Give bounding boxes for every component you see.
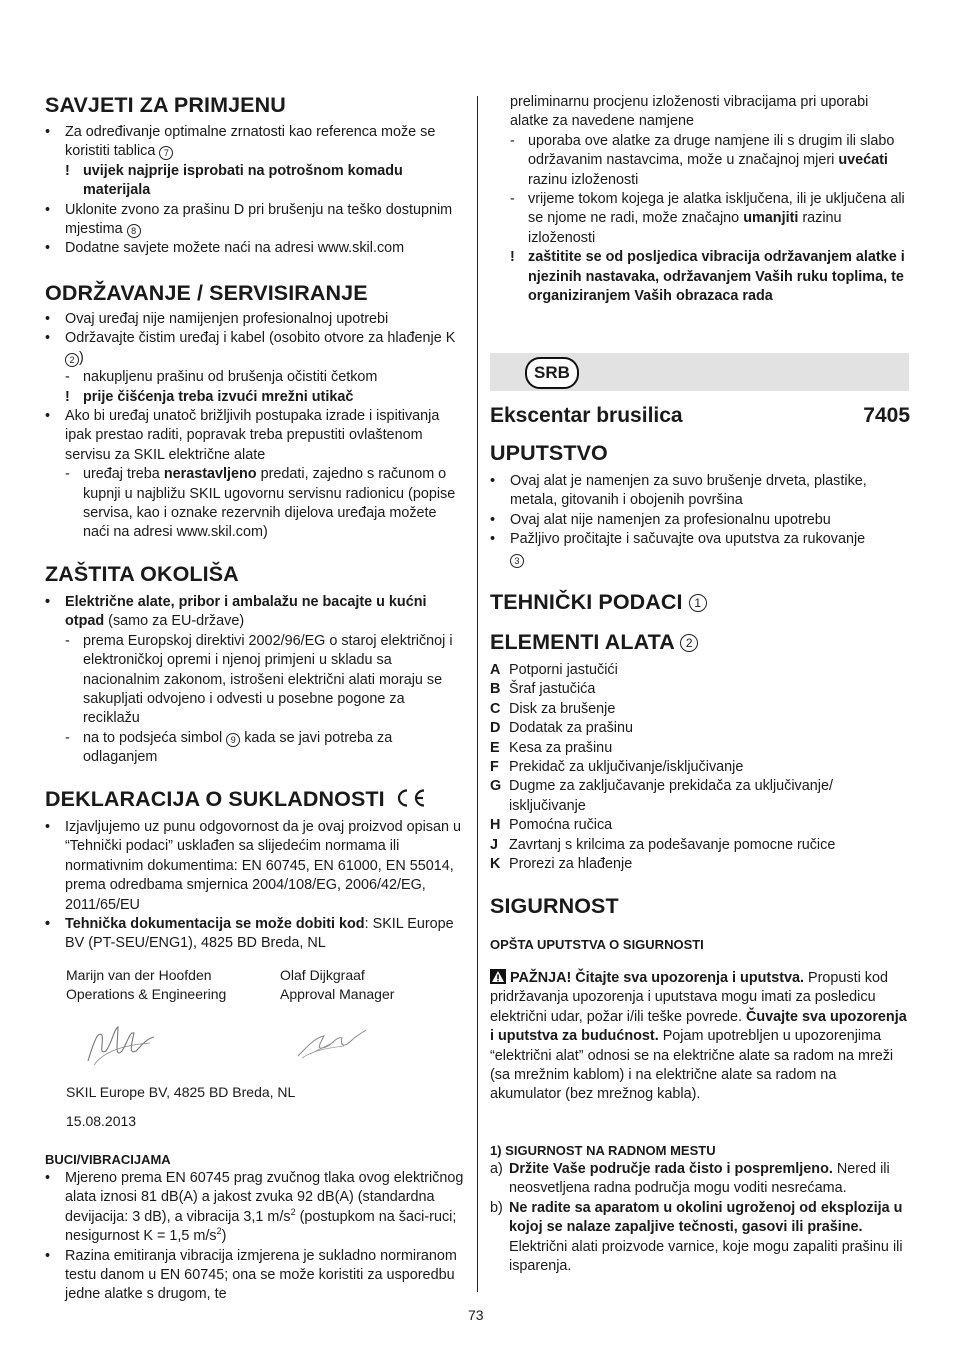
sub-item: - nakupljenu prašinu od brušenja očistiti četkom	[65, 369, 378, 386]
figure-ref-icon: 2	[680, 634, 698, 652]
company-address: SKIL Europe BV, 4825 BD Breda, NL	[66, 1084, 296, 1100]
list-item: • Pažljivo pročitajte i sačuvajte ova uputstva za rukovanje 3	[490, 531, 866, 566]
list-item: • Tehnička dokumentacija se može dobiti kod: SKIL Europe BV (PT-SEU/ENG1), 4825 BD Breda, NL	[45, 916, 454, 952]
warning-triangle-icon	[490, 969, 506, 984]
list-item: B Šraf jastučića	[490, 681, 596, 698]
list-item: F Prekidač za uključivanje/isključivanje	[490, 759, 744, 776]
signatory-role: Approval Manager	[280, 986, 395, 1002]
figure-ref-icon: 9	[226, 733, 240, 747]
signatory-name: Marijn van der Hoofden	[66, 967, 212, 983]
declaration-date: 15.08.2013	[66, 1113, 137, 1129]
page-number: 73	[468, 1307, 484, 1323]
list-item: • Ovaj uređaj nije namijenjen profesionalnoj upotrebi	[45, 311, 389, 327]
safety-list	[490, 1160, 910, 1276]
list-item: • Razina emitiranja vibracija izmjerena je sukladno normiranom testu danom u EN 60745; ona se može koristiti za usporedbu jedne alatke s drugom, te	[45, 1247, 457, 1303]
vibration-continued: preliminarnu procjenu izloženosti vibracijama pri uporabi alatke za navedene namjene - uporaba ove alatke za druge namjene ili s drugim ili slabo održavanim nastavcima, može u značajnoj mjeri uvećati razinu izloženosti - vrijeme tokom kojega je alatka isključena, ili je uključena ali se njome ne radi, može značajno umanjiti razinu izloženosti ! zaštitite se od posljedica vibracija održavanjem alatke i njezinih nastavaka, održavanjem Vaših ruku toplima, te organiziranjem Vaših obrazaca rada	[490, 93, 910, 306]
list-item: G Dugme za zaključavanje prekidača za uključivanje/ isključivanje	[490, 778, 833, 814]
list-item: K Prorezi za hlađenje	[490, 856, 633, 873]
list-item: • Ovaj alat nije namenjen za profesionalnu upotrebu	[490, 511, 831, 528]
list-item: b) Ne radite sa aparatom u okolini ugroženoj od eksplozija u kojoj se nalaze zapaljive tečnosti, gasovi ili prašine. Električni alati proizvode varnice, koje mogu zapaliti prašinu ili isparenja.	[490, 1199, 903, 1275]
sub-item: - vrijeme tokom kojega je alatka isključena, ili je uključena ali se njome ne radi, može značajno umanjiti razinu izloženosti	[510, 191, 905, 246]
sub-item: - uređaj treba nerastavljeno predati, zajedno s računom o kupnji u najbližu SKIL ugovornu servisnu radionicu (popise servisa, kao i oznake rezervnih dijelova uređaja možete naći na adresi www.skil.com)	[65, 466, 456, 541]
odrzavanje-list	[45, 310, 465, 543]
signatory-name: Olaf Dijkgraaf	[280, 967, 365, 983]
figure-ref-icon: 8	[127, 224, 141, 238]
list-item: • Za određivanje optimalne zrnatosti kao referenca može se koristiti tablica 7	[45, 124, 436, 160]
subsection-title: 1) SIGURNOST NA RADNOM MESTU	[490, 1143, 716, 1158]
list-item: • Izjavljujemo uz punu odgovornost da je ovaj proizvod opisan u “Tehnički podaci” usklađen sa slijedećim normama ili normativnim dokumentima: EN 60745, EN 61000, EN 55014, prema odredbama smjernica 2004/108/EG, 2006/42/EG, 2011/65/EU	[45, 819, 461, 913]
list-item: H Pomoćna ručica	[490, 817, 613, 834]
signature-image	[84, 1021, 164, 1071]
list-item: • Dodatne savjete možete naći na adresi www.skil.com	[45, 240, 405, 257]
section-title-elementi: ELEMENTI ALATA 2	[490, 629, 698, 655]
product-model: 7405	[863, 404, 910, 427]
column-divider	[477, 96, 478, 1292]
section-title-savjeti: SAVJETI ZA PRIMJENU	[45, 93, 286, 117]
list-item: a) Držite Vaše područje rada čisto i pospremljeno. Nered ili neosvetljena radna područja mogu voditi nesrećama.	[490, 1161, 890, 1197]
product-header	[490, 403, 910, 429]
section-title-zastita: ZAŠTITA OKOLIŠA	[45, 562, 239, 586]
product-name: Ekscentar brusilica	[490, 404, 683, 427]
figure-ref-icon: 1	[689, 594, 707, 612]
list-item: • Ako bi uređaj unatoč brižljivih postupaka izrade i ispitivanja ipak prestao raditi, popravak treba prepustiti ovlaštenom servisu za SKIL električne alate	[45, 408, 440, 463]
ce-mark-icon	[393, 788, 427, 808]
list-item: • Održavajte čistim uređaj i kabel (osobito otvore za hlađenje K 2 )	[45, 330, 456, 366]
sub-item: - prema Europskoj direktivi 2002/96/EG o staroj električnoj i elektroničkoj opremi i njenoj primjeni u skladu sa nacionalnim zakonom, istrošeni električni alati moraju se sakupljati odvojeno i odvesti u posebne pogone za reciklažu	[65, 632, 453, 727]
sub-item: - na to podsjeća simbol 9 kada se javi potreba za odlaganjem	[65, 729, 393, 766]
list-item: • Uklonite zvono za prašinu D pri brušenju na teško dostupnim mjestima 8	[45, 201, 453, 238]
uputstvo-list	[490, 472, 910, 569]
savjeti-list	[45, 123, 465, 259]
sub-item: - uporaba ove alatke za druge namjene ili s drugim ili slabo održavanim nastavcima, može u značajnoj mjeri uvećati razinu izloženosti	[510, 132, 895, 188]
warning-item: ! zaštitite se od posljedica vibracija održavanjem alatke i njezinih nastavaka, održavanjem Vaših ruku toplima, te organiziranjem Vaših obrazaca rada	[510, 249, 905, 305]
section-title-sigurnost: SIGURNOST	[490, 894, 619, 918]
warning-item: ! prije čišćenja treba izvući mrežni utikač	[65, 388, 354, 405]
warning-item: ! uvijek najprije isprobati na potrošnom komadu materijala	[65, 162, 403, 199]
figure-ref-icon: 2	[65, 353, 79, 367]
list-item: D Dodatak za prašinu	[490, 720, 633, 737]
general-warning: PAŽNJA! Čitajte sva upozorenja i uputstva. Propusti kod pridržavanja upozorenja i uputstava mogu imati za posledicu električni udar, požar i/ili teške povrede. Čuvajte sva upozorenja i uputstva za budućnost. Pojam upotrebljen u upozorenjima “električni alat” odnosi se na električne alate sa radom na mreži (sa mrežnim kablom) i na električne alate sa radom na akumulator (bez mrežnog kabla).	[490, 970, 907, 1103]
signatory-role: Operations & Engineering	[66, 986, 227, 1002]
subsection-title: OPŠTA UPUTSTVA O SIGURNOSTI	[490, 937, 704, 952]
list-item: • Ovaj alat je namenjen za suvo brušenje drveta, plastike, metala, gitovanih i obojenih površina	[490, 473, 867, 509]
list-item: C Disk za brušenje	[490, 700, 616, 717]
section-title-tehnicki: TEHNIČKI PODACI 1	[490, 589, 707, 615]
language-badge: SRB	[525, 357, 579, 389]
elements-list	[490, 661, 910, 874]
language-bar	[490, 353, 909, 391]
section-title-deklaracija: DEKLARACIJA O SUKLADNOSTI	[45, 786, 427, 812]
list-item: A Potporni jastučići	[490, 662, 618, 678]
zastita-list	[45, 593, 465, 768]
section-title-uputstvo: UPUTSTVO	[490, 441, 608, 465]
figure-ref-icon: 7	[159, 146, 173, 160]
figure-ref-icon: 3	[510, 554, 524, 568]
signature-image	[294, 1024, 374, 1064]
deklaracija-list	[45, 818, 465, 954]
list-item: • Električne alate, pribor i ambalažu ne bacajte u kućni otpad (samo za EU-države)	[45, 594, 427, 630]
list-item: • Mjereno prema EN 60745 prag zvučnog tlaka ovog električnog alata iznosi 81 dB(A) a jakost zvuka 92 dB(A) (standardna devijacija: 3 dB), a vibracija 3,1 $m/s^2$ (postupkom na šaci-ruci; nesigurnost K = 1,5 $m/s^2$)	[45, 1170, 464, 1245]
buci-list	[45, 1169, 465, 1305]
list-item: J Zavrtanj s krilcima za podešavanje pomocne ručice	[490, 836, 836, 853]
section-title-buci: BUCI/VIBRACIJAMA	[45, 1152, 171, 1167]
list-item: E Kesa za prašinu	[490, 739, 613, 756]
section-title-odrzavanje: ODRŽAVANJE / SERVISIRANJE	[45, 281, 368, 305]
